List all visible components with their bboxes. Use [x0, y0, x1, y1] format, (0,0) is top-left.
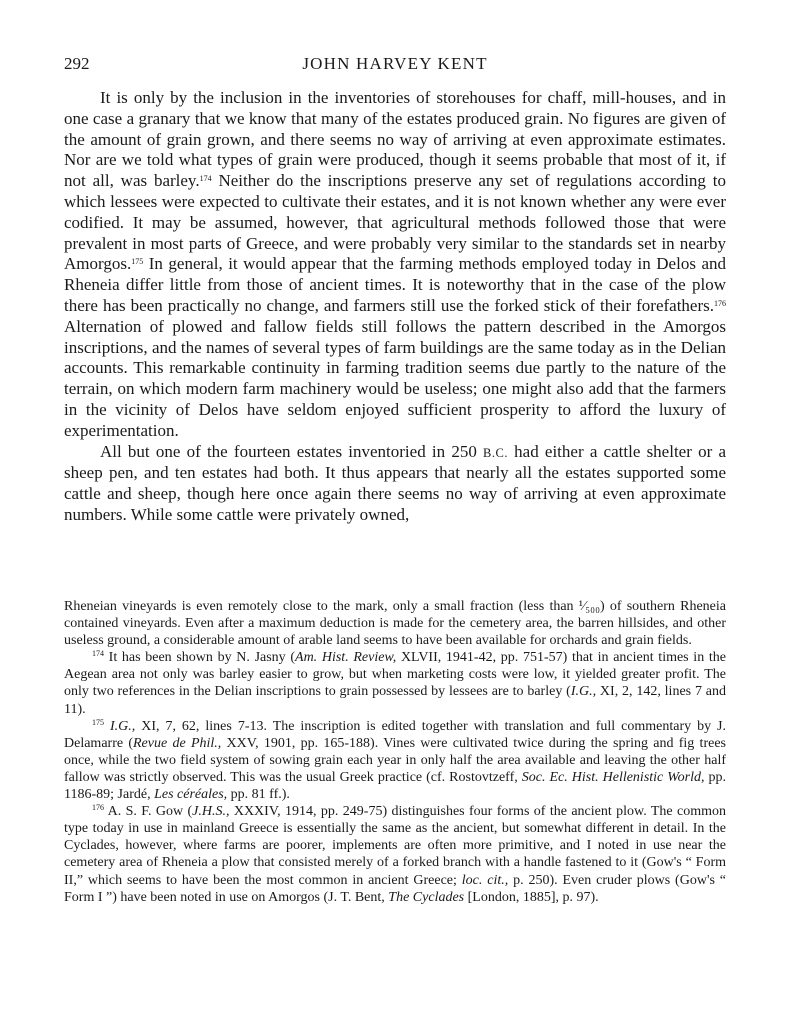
- citation-title: Revue de Phil.,: [133, 735, 222, 751]
- footnotes: [64, 598, 726, 906]
- footnote-text: It has been shown by N. Jasny (: [104, 650, 296, 666]
- footnote-text: XLVII, 1941-42, pp. 751-57) that in ancient times in the Aegean area not only was barley easier to grow, but when marketing costs were low, it yielded greater profit. The only two references in the Delian inscriptions to grain possessed by lessees are to barley (: [64, 650, 726, 700]
- footnote-176: [64, 803, 726, 906]
- footnote-number: 176: [92, 803, 104, 813]
- footnote-text: XXV, 1901, pp. 165-188). Vines were cultivated twice during the spring and fig trees once, while the two field system of sowing grain each year in only half the area available and leaving the other half fallow was strictly observed. This was the usual Greek practice (cf. Rostovtzeff,: [64, 735, 726, 785]
- citation-title: I.G.,: [104, 718, 136, 734]
- footnote-text: A. S. F. Gow (: [104, 804, 193, 820]
- footnote-text: Rheneian vineyards is even remotely close to the mark, only a small fraction (less than: [64, 599, 579, 614]
- citation-title: I.G.,: [570, 684, 597, 700]
- footnote-text: XXXIV, 1914, pp. 249-75) distinguishes four forms of the ancient plow. The common type today in use in mainland Greece is essentially the same as the ancient, but somewhat different in detail. In the Cyclades, however, where farms are poorer, implements are often more primitive, and I noted in use near the cemetery area of Rheneia a plow that consisted merely of a forked branch with a handle fastened to it (Gow's “ Form II,” which seems to have been the most common in ancient Greece;: [64, 804, 727, 888]
- body-text: In general, it would appear that the farming methods employed today in Delos and Rheneia differ little from those of ancient times. It is noteworthy that in the case of the plow there has been practically no change, and farmers still use the forked stick of their forefathers.: [64, 254, 726, 315]
- body-text: Neither do the inscriptions preserve any set of regulations according to which lessees were expected to cultivate their estates, and it is not known whether any were ever codified. It may be assumed, however, that agricultural methods followed those that were prevalent in most parts of Greece, and were probably very similar to the standards set in nearby Amorgos.: [64, 171, 726, 274]
- footnote-text: [London, 1885], p. 97).: [464, 889, 599, 905]
- citation-title: Les céréales,: [154, 787, 228, 803]
- citation-title: The Cyclades: [388, 889, 465, 905]
- body-text: All but one of the fourteen estates inventoried in 250: [100, 441, 484, 461]
- main-text: [64, 88, 726, 526]
- body-text: had either a cattle shelter or a sheep pen, and ten estates had both. It thus appears that nearly all the estates supported some cattle and sheep, though here once again there seems no way of arriving at even approximate numbers. While some cattle were privately owned,: [64, 441, 726, 524]
- body-text: Alternation of plowed and fallow fields still follows the pattern described in the Amorgos inscriptions, and the names of several types of farm buildings are the same today as in the Delian accounts. This remarkable continuity in farming tradition seems due partly to the nature of the terrain, on which modern farm machinery would be useless; one might also add that the farmers in the vicinity of Delos have seldom enjoyed sufficient prosperity to afford the luxury of experimentation.: [64, 316, 726, 440]
- citation-title: J.H.S.,: [192, 804, 230, 820]
- page-header: [64, 54, 726, 76]
- body-paragraph: [64, 442, 726, 526]
- footnote-174: [64, 649, 726, 717]
- footnote-text: pp. 1186-89; Jardé,: [64, 769, 727, 803]
- body-text: It is only by the inclusion in the inventories of storehouses for chaff, mill-houses, and in one case a granary that we know that many of the estates produced grain. No figures are given of the amount of grain grown, and there seems no way of arriving at even approximate estimates. Nor are we told what types of grain were produced, though it seems probable that most of it, if not all, was barley.: [64, 88, 726, 191]
- running-head: JOHN HARVEY KENT: [302, 54, 488, 73]
- footnote-continuation: [64, 598, 726, 649]
- footnote-175: [64, 718, 726, 803]
- footnote-ref: 175: [131, 257, 144, 267]
- footnote-text: p. 250). Even cruder plows (Gow's “ Form I ”) have been noted in use on Amorgos (J. T. Bent,: [64, 872, 726, 905]
- footnote-text: XI, 7, 62, lines 7-13. The inscription is edited together with translation and full commentary by J. Delamarre (: [64, 718, 726, 751]
- footnote-number: 175: [92, 717, 104, 727]
- page-number: 292: [64, 54, 90, 73]
- footnote-text: ) of southern Rheneia contained vineyards. Even after a maximum deduction is made for the cemetery area, the barren hillsides, and other useless ground, a considerable amount of arable land seems to have been available for orchards and grain fields.: [64, 599, 726, 649]
- footnote-number: 174: [92, 649, 104, 659]
- citation-title: loc. cit.,: [461, 872, 509, 888]
- fraction: ¹⁄₅₀₀: [578, 599, 600, 614]
- citation-title: Am. Hist. Review,: [295, 650, 397, 666]
- era-abbrev: B.C.: [483, 445, 508, 460]
- footnote-text: pp. 81 ff.).: [227, 787, 290, 803]
- footnote-ref: 174: [199, 174, 212, 184]
- body-paragraph: [64, 88, 726, 442]
- footnote-text: XI, 2, 142, lines 7 and 11).: [64, 684, 726, 717]
- footnote-ref: 176: [714, 298, 726, 308]
- citation-title: Soc. Ec. Hist. Hellenistic World,: [521, 769, 705, 785]
